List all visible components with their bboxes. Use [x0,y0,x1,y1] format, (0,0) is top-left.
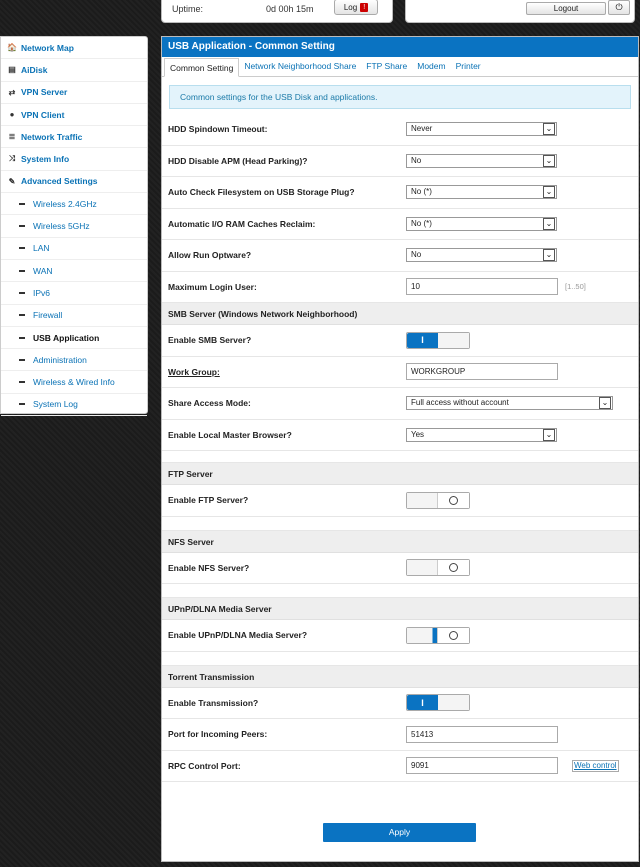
toggle-on-half [407,493,438,508]
max-login-label: Maximum Login User: [168,281,257,292]
hdd-apm-row [162,146,638,178]
sidebar-subitem-wireless-5[interactable] [1,215,147,237]
chevron-down-icon: ⌄ [543,155,555,167]
dash-icon [19,225,25,227]
rpc-port-input[interactable]: 9091 [406,757,558,774]
ram-reclaim-select[interactable] [406,217,557,231]
log-button[interactable] [334,0,378,15]
peer-port-input[interactable]: 51413 [406,726,558,743]
share-access-label: Share Access Mode: [168,398,251,409]
sidebar-item-label: VPN Server [21,87,68,98]
transmission-enable-toggle[interactable] [406,694,470,711]
torrent-section-header: Torrent Transmission [162,666,638,688]
log-label: Log [343,2,358,12]
toggle-on-glyph: I [407,695,438,710]
nfs-enable-label: Enable NFS Server? [168,562,250,573]
info-banner: Common settings for the USB Disk and applications. [169,85,631,109]
web-control-link[interactable]: Web control [574,760,617,770]
toggle-off-half [438,333,469,348]
master-browser-label: Enable Local Master Browser? [168,429,292,440]
sidebar-subitem-label: Wireless 2.4GHz [33,198,97,209]
select-value: No [411,155,422,165]
dash-icon [19,381,25,383]
smb-enable-toggle[interactable] [406,332,470,349]
upnp-section-header: UPnP/DLNA Media Server [162,598,638,620]
chevron-down-icon: ⌄ [543,429,555,441]
toggle-on-half [407,628,438,643]
sidebar-subitem-label: USB Application [33,332,100,343]
sidebar-item-network-map[interactable] [1,37,147,59]
power-icon[interactable]: ⏻ [608,0,630,15]
toggle-off-half [438,695,469,710]
hdd-apm-select[interactable] [406,154,557,168]
sidebar-subitem-label: Wireless 5GHz [33,221,90,232]
home-icon: 🏠 [7,43,17,53]
smb-section-header: SMB Server (Windows Network Neighborhood) [162,303,638,325]
wrench-icon: ✎ [8,176,16,186]
hdd-spindown-label: HDD Spindown Timeout: [168,124,268,135]
dash-icon [19,270,25,272]
select-value: Yes [411,429,425,439]
nfs-enable-toggle[interactable] [406,559,470,576]
max-login-hint: [1..50] [565,282,586,292]
toggle-off-half [438,560,469,575]
sidebar-subitem-wan[interactable] [1,260,147,282]
upnp-enable-label: Enable UPnP/DLNA Media Server? [168,630,308,641]
chevron-down-icon: ⌄ [543,186,555,198]
chevron-down-icon: ⌄ [543,218,555,230]
sidebar-subitem-wireless-wired-info[interactable] [1,371,147,393]
smb-enable-row [162,325,638,357]
traffic-icon: ≣ [8,132,16,142]
workgroup-input[interactable]: WORKGROUP [406,363,558,380]
master-browser-row [162,420,638,452]
sidebar-item-label: Advanced Settings [21,176,98,187]
sidebar [0,36,148,414]
toggle-on-glyph: I [407,333,438,348]
status-panel [161,0,393,23]
shuffle-icon: ⤨ [8,154,16,164]
sidebar-item-aidisk[interactable] [1,59,147,81]
auto-check-select[interactable] [406,185,557,199]
tab-ftp-share[interactable]: FTP Share [366,61,408,71]
uptime-value: 0d 00h 15m [266,4,314,14]
workgroup-label: Work Group: [168,366,220,377]
sidebar-item-label: VPN Client [21,109,65,120]
transmission-enable-row [162,688,638,720]
chevron-down-icon: ⌄ [599,397,611,409]
off-circle-icon [449,496,458,505]
select-value: No (*) [411,187,432,197]
select-value: Never [411,124,433,134]
sidebar-item-label: Network Traffic [21,131,83,142]
rpc-port-label: RPC Control Port: [168,760,241,771]
sidebar-subitem-label: IPv6 [33,287,51,298]
optware-label: Allow Run Optware? [168,250,252,261]
hdd-apm-label: HDD Disable APM (Head Parking)? [168,155,308,166]
sidebar-item-system-info[interactable] [1,148,147,170]
share-access-select[interactable] [406,396,613,410]
off-circle-icon [449,631,458,640]
toggle-off-half [438,493,469,508]
nfs-section-header: NFS Server [162,531,638,553]
sidebar-subitem-lan[interactable] [1,238,147,260]
select-value: No [411,250,422,260]
apply-button[interactable]: Apply [323,823,476,842]
optware-select[interactable] [406,248,557,262]
dash-icon [19,203,25,205]
toggle-on-half [407,560,438,575]
sidebar-subitem-system-log[interactable] [1,394,147,416]
sidebar-item-label: System Info [21,154,70,165]
ftp-section-header: FTP Server [162,463,638,485]
upnp-enable-row [162,620,638,652]
swap-icon: ⇄ [8,87,16,97]
logout-button[interactable]: Logout [526,2,606,15]
select-value: Full access without account [411,398,509,408]
select-value: No (*) [411,218,432,228]
auto-check-label: Auto Check Filesystem on USB Storage Plug? [168,187,355,198]
page-title: USB Application - Common Setting [162,37,638,57]
optware-row [162,240,638,272]
master-browser-select[interactable] [406,428,557,442]
dash-icon [19,292,25,294]
tab-common-setting[interactable]: Common Setting [164,58,239,77]
dash-icon [19,247,25,249]
max-login-input[interactable]: 10 [406,278,558,295]
share-access-row [162,388,638,420]
sidebar-item-advanced-settings[interactable] [1,171,147,193]
chevron-down-icon: ⌄ [543,123,555,135]
ram-reclaim-row [162,209,638,241]
hdd-spindown-row [162,114,638,146]
sidebar-item-vpn-client[interactable] [1,104,147,126]
tab-printer[interactable]: Printer [455,61,481,71]
rpc-port-row [162,751,638,783]
dash-icon [19,337,25,339]
sidebar-subitem-label: Wireless & Wired Info [33,377,115,388]
sidebar-subitem-firewall[interactable] [1,305,147,327]
ram-reclaim-label: Automatic I/O RAM Caches Reclaim: [168,218,316,229]
tab-modem[interactable]: Modem [417,61,446,71]
ftp-enable-toggle[interactable] [406,492,470,509]
toggle-off-half [438,628,469,643]
sidebar-subitem-label: System Log [33,399,78,410]
tab-network-neighborhood-share[interactable]: Network Neighborhood Share [244,61,357,71]
sidebar-subitem-wireless-24[interactable] [1,193,147,215]
nfs-enable-row [162,553,638,585]
chevron-down-icon: ⌄ [543,249,555,261]
session-panel [405,0,635,23]
tab-bar [162,57,638,77]
disk-icon: ▤ [8,65,16,75]
sidebar-subitem-label: LAN [33,243,50,254]
auto-check-row [162,177,638,209]
sidebar-item-vpn-server[interactable] [1,82,147,104]
sidebar-subitem-administration[interactable] [1,349,147,371]
workgroup-row [162,357,638,389]
sidebar-item-label: AiDisk [21,64,48,75]
ftp-enable-row [162,485,638,517]
main-panel [161,36,639,862]
upnp-enable-toggle[interactable] [406,627,470,644]
ftp-enable-label: Enable FTP Server? [168,495,249,506]
alert-icon: ! [360,3,368,12]
dash-icon [19,314,25,316]
hdd-spindown-select[interactable] [406,122,557,136]
uptime-label: Uptime: [172,4,204,14]
sidebar-subitem-label: Administration [33,354,87,365]
off-circle-icon [449,563,458,572]
sidebar-subitem-usb-application[interactable] [1,327,147,349]
sidebar-subitem-label: WAN [33,265,53,276]
smb-enable-label: Enable SMB Server? [168,335,252,346]
sidebar-item-network-traffic[interactable] [1,126,147,148]
peer-port-label: Port for Incoming Peers: [168,729,268,740]
sidebar-item-label: Network Map [21,42,74,53]
globe-icon: ● [9,110,15,120]
sidebar-subitem-ipv6[interactable] [1,282,147,304]
sidebar-subitem-label: Firewall [33,310,63,321]
transmission-enable-label: Enable Transmission? [168,697,259,708]
peer-port-row [162,719,638,751]
dash-icon [19,403,25,405]
dash-icon [19,359,25,361]
max-login-row [162,272,638,304]
